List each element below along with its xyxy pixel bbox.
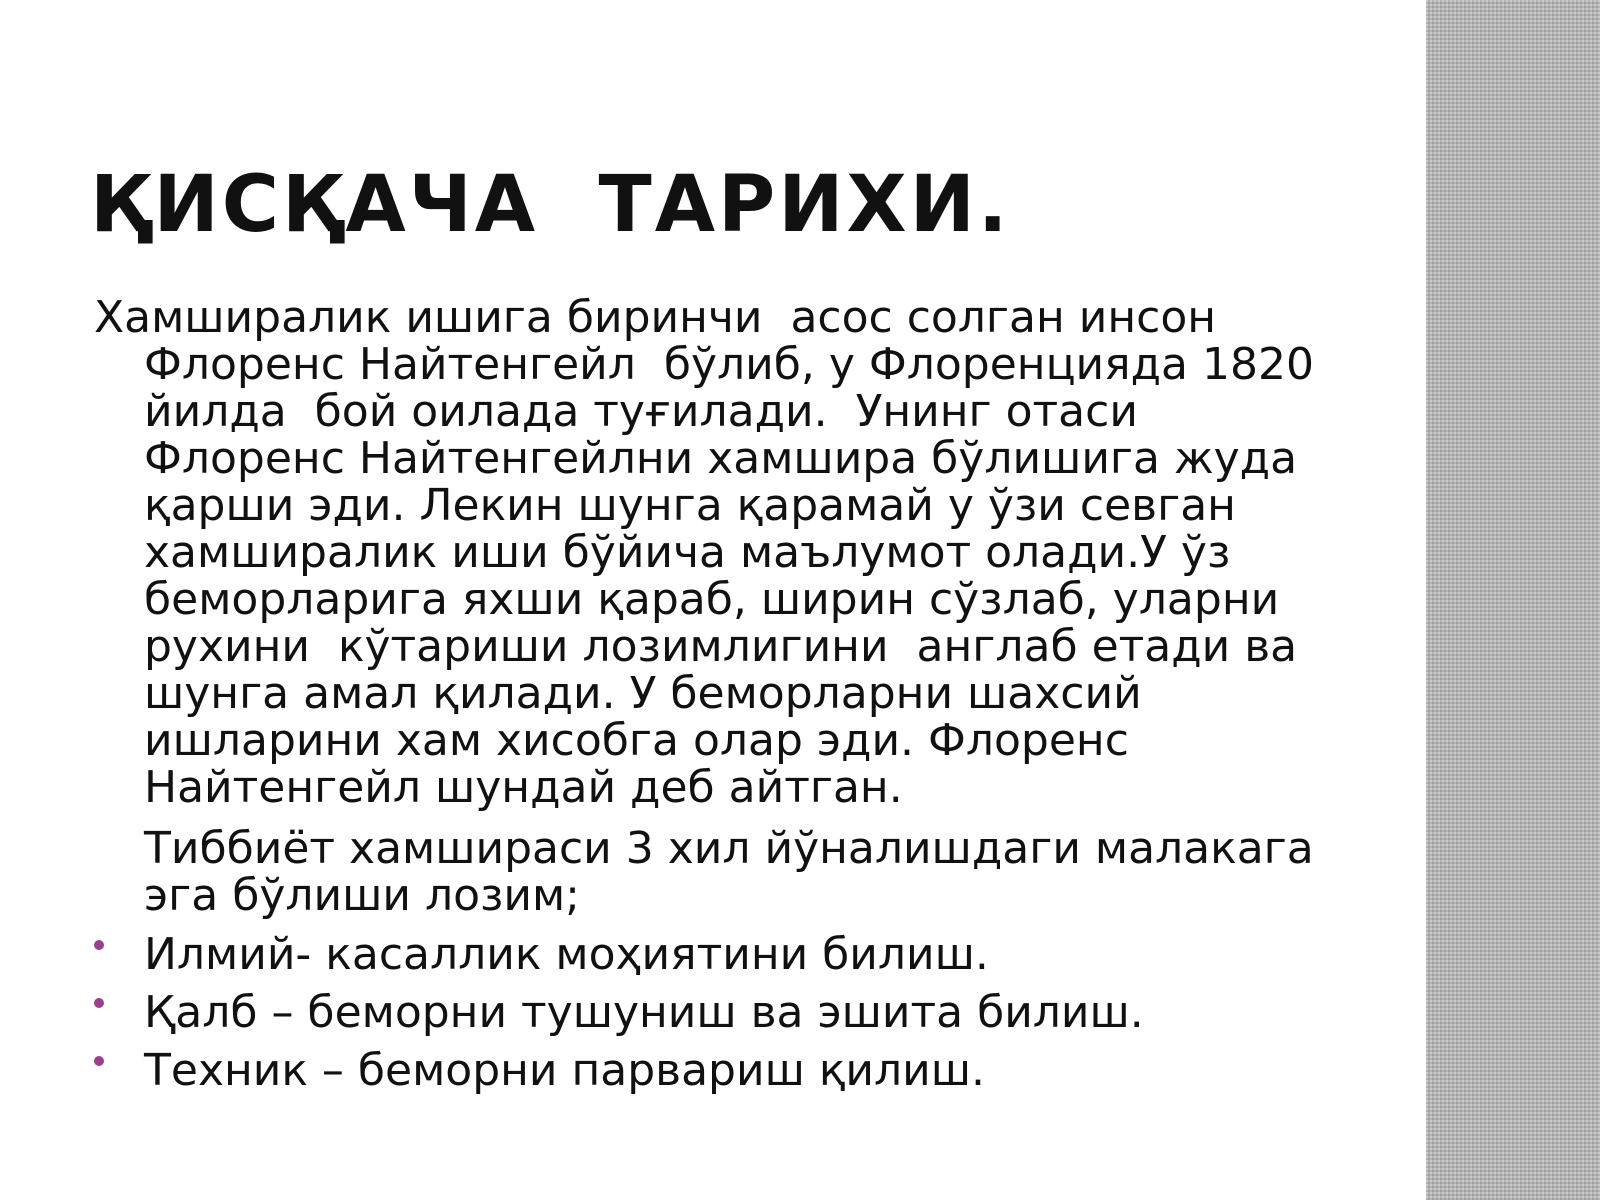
slide-title: ҚИСҚАЧА ТАРИХИ. (90, 160, 1011, 250)
skills-list (94, 931, 1344, 1095)
list-item-text: Қалб – беморни тушуниш ва эшита билиш. (144, 987, 1144, 1038)
slide-body (94, 294, 1344, 1105)
list-item (94, 989, 1344, 1037)
bullet-icon (94, 940, 104, 950)
skills-intro-paragraph: Тиббиёт хамшираси 3 хил йўналишдаги малакага эга бўлиши лозим; (144, 823, 1328, 921)
list-item-text: Техник – беморни парвариш қилиш. (144, 1045, 985, 1096)
list-item (94, 931, 1344, 979)
bullet-icon (94, 998, 104, 1008)
intro-paragraph: Хамширалик ишига биринчи асос солган инсон Флоренс Найтенгейл бўлиб, у Флоренцияда 1820 йилда бой оилада туғилади. Унинг отаси Флоренс Найтенгейлни хамшира бўлишига жуда қарши эди. Лекин шунга қарамай у ўзи севган хамширалик иши бўйича маълумот олади.У ўз беморларига яхши қараб, ширин сўзлаб, уларни рухини кўтариши лозимлигини англаб етади ва шунга амал қилади. У беморларни шахсий ишларини хам хисобга олар эди. Флоренс Найтенгейл шундай деб айтган. (94, 292, 1328, 813)
bullet-icon (94, 1056, 104, 1066)
list-item-text: Илмий- касаллик моҳиятини билиш. (144, 929, 989, 980)
decorative-side-panel (1426, 0, 1600, 1200)
list-item (94, 1047, 1344, 1095)
